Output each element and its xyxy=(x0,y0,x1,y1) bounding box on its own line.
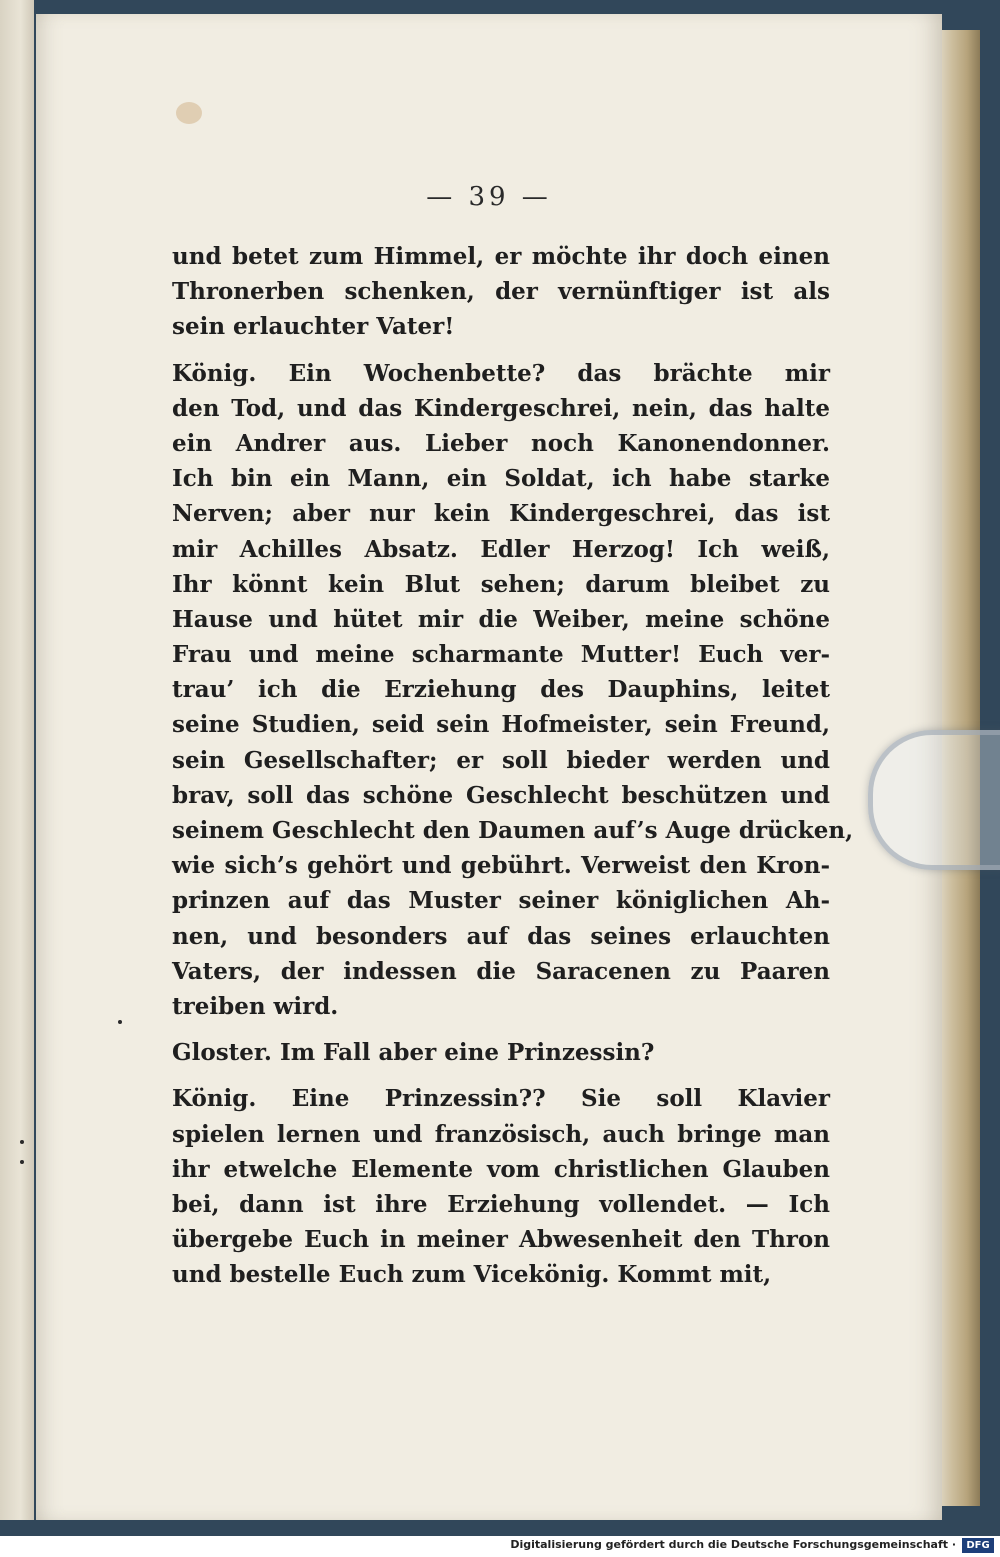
body-text xyxy=(172,239,854,1292)
footer-credit: Digitalisierung gefördert durch die Deutsche Forschungsgemeinschaft · xyxy=(510,1538,956,1551)
text-line: treiben wird. xyxy=(172,992,339,1020)
text-line: bei, dann ist ihre Erziehung vollendet. — Ich xyxy=(172,1190,830,1218)
magnifier-clip xyxy=(868,730,1000,870)
text-line: trau’ ich die Erziehung des Dauphins, leitet xyxy=(172,676,830,704)
text-line: wie sich’s gehört und gebührt. Verweist den Kron- xyxy=(172,852,830,880)
text-line: Gloster. Im Fall aber eine Prinzessin? xyxy=(172,1039,655,1067)
text-line: nen, und besonders auf das seines erlauchten xyxy=(172,922,830,950)
text-line: seinem Geschlecht den Daumen auf’s Auge drücken, xyxy=(172,817,854,844)
text-line: und bestelle Euch zum Vicekönig. Kommt mit, xyxy=(172,1261,772,1289)
text-line: und betet zum Himmel, er möchte ihr doch einen xyxy=(172,243,830,270)
paper-stain xyxy=(176,102,202,124)
text-line: ihr etwelche Elemente vom christlichen Glauben xyxy=(172,1155,830,1183)
margin-mark xyxy=(118,1020,122,1024)
text-line: seine Studien, seid sein Hofmeister, sein Freund, xyxy=(172,711,830,739)
paragraph-gap xyxy=(172,345,830,356)
text-line: Ich bin ein Mann, ein Soldat, ich habe starke xyxy=(172,465,830,493)
text-line: König. Ein Wochenbette? das brächte mir xyxy=(172,359,830,387)
text-line: ein Andrer aus. Lieber noch Kanonendonner. xyxy=(172,429,830,457)
text-line: Thronerben schenken, der vernünftiger ist als xyxy=(172,278,830,306)
margin-mark xyxy=(20,1140,24,1144)
text-line: übergebe Euch in meiner Abwesenheit den Thron xyxy=(172,1226,830,1254)
text-line: Vaters, der indessen die Saracenen zu Paaren xyxy=(172,957,830,985)
margin-mark xyxy=(20,1160,24,1164)
text-line: Ihr könnt kein Blut sehen; darum bleibet zu xyxy=(172,570,830,598)
text-line: sein Gesellschafter; er soll bieder werden und xyxy=(172,746,830,774)
footer-bar xyxy=(0,1536,1000,1557)
paragraph-gap xyxy=(172,1070,830,1081)
text-line: prinzen auf das Muster seiner königlichen Ah- xyxy=(172,887,830,915)
text-line: Frau und meine scharmante Mutter! Euch ver- xyxy=(172,641,830,669)
text-line: mir Achilles Absatz. Edler Herzog! Ich weiß, xyxy=(172,535,830,563)
book-page xyxy=(36,14,942,1520)
text-line: Hause und hütet mir die Weiber, meine schöne xyxy=(172,605,830,633)
text-line: Nerven; aber nur kein Kindergeschrei, das ist xyxy=(172,500,830,528)
dfg-logo: DFG xyxy=(962,1538,994,1553)
paragraph-gap xyxy=(172,1024,830,1035)
text-line: sein erlauchter Vater! xyxy=(172,313,455,341)
text-line: brav, soll das schöne Geschlecht beschützen und xyxy=(172,781,830,809)
page-number: — 39 — xyxy=(426,182,552,212)
text-line: den Tod, und das Kindergeschrei, nein, das halte xyxy=(172,394,830,422)
text-line: König. Eine Prinzessin?? Sie soll Klavier xyxy=(172,1085,830,1113)
text-line: spielen lernen und französisch, auch bringe man xyxy=(172,1120,830,1148)
left-page-edge xyxy=(0,0,34,1520)
